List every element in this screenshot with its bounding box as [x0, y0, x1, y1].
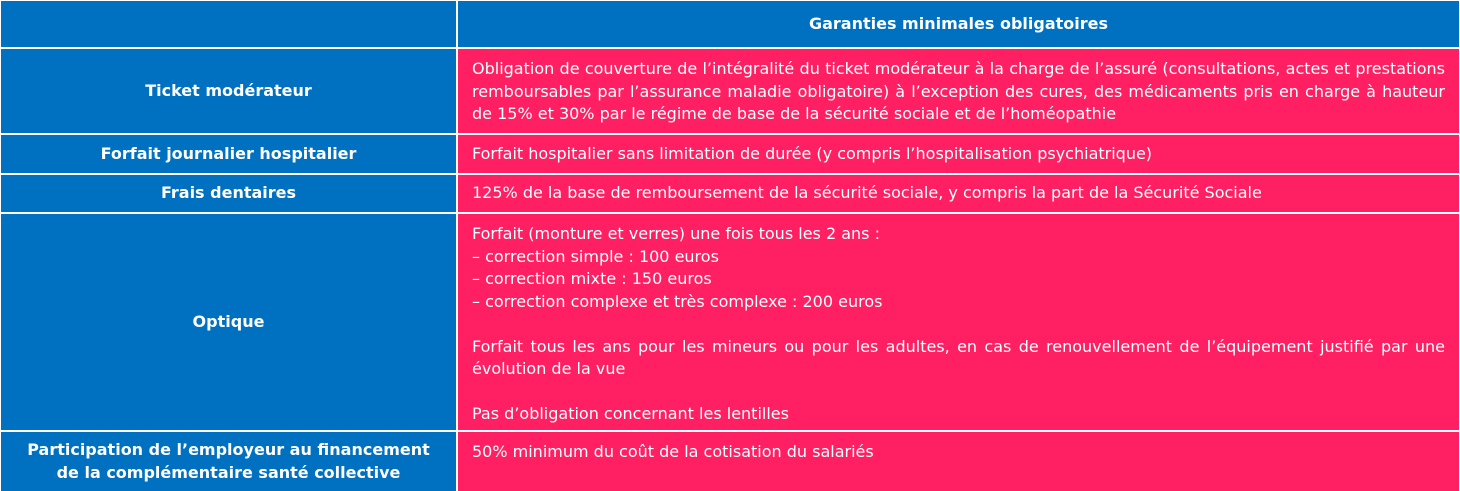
row-text-ticket-moderateur: Obligation de couverture de l’intégralité du ticket modérateur à la charge de l’assuré (consultations, actes et prestations remboursables par l’assurance maladie obligatoire) à l’exception des cures, des médicaments pris en charge à hauteur de 15% et 30% par le régime de base de la sécurité sociale et de l’homéopathie — [458, 49, 1459, 133]
optique-spacer — [472, 313, 1445, 336]
optique-intro: Forfait (monture et verres) une fois tous les 2 ans : — [472, 224, 880, 243]
optique-item-mixte: – correction mixte : 150 euros — [472, 269, 712, 288]
row-label-optique: Optique — [1, 214, 456, 430]
optique-item-simple: – correction simple : 100 euros — [472, 246, 719, 266]
optique-spacer — [472, 381, 1445, 404]
optique-item-complexe: – correction complexe et très complexe : 200 euros — [472, 291, 883, 311]
column-header: Garanties minimales obligatoires — [458, 1, 1459, 47]
row-text-forfait-journalier: Forfait hospitalier sans limitation de durée (y compris l’hospitalisation psychiatrique) — [458, 135, 1459, 173]
corner-cell — [1, 1, 456, 47]
row-label-forfait-journalier: Forfait journalier hospitalier — [1, 135, 456, 173]
row-text-optique — [458, 214, 1459, 430]
optique-lenses: Pas d’obligation concernant les lentilles — [472, 404, 789, 423]
row-label-participation-employeur: Participation de l’employeur au financement de la complémentaire santé collective — [1, 432, 456, 491]
row-text-participation-employeur: 50% minimum du coût de la cotisation du salariés — [458, 432, 1459, 491]
optique-annual: Forfait tous les ans pour les mineurs ou pour les adultes, en cas de renouvellement de l’équipement justifié par une évolution de la vue — [472, 336, 1445, 378]
guarantees-table — [1, 1, 1459, 487]
row-label-frais-dentaires: Frais dentaires — [1, 175, 456, 212]
row-label-ticket-moderateur: Ticket modérateur — [1, 49, 456, 133]
row-text-frais-dentaires: 125% de la base de remboursement de la sécurité sociale, y compris la part de la Sécurité Sociale — [458, 175, 1459, 212]
